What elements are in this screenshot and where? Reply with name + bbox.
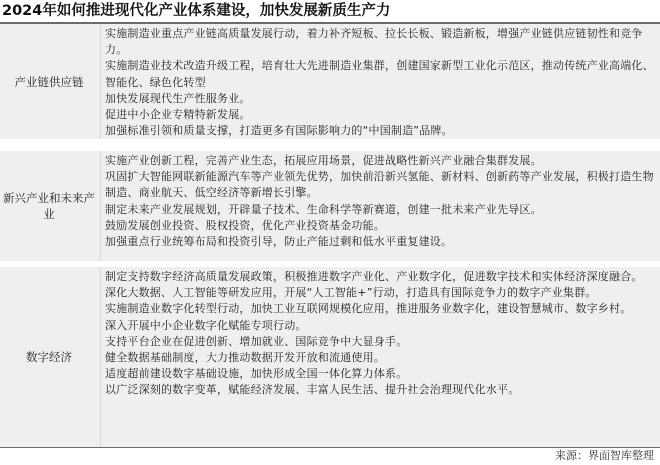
list-item: 适度超前建设数字基础设施，加快形成全国一体化算力体系。 <box>105 367 408 381</box>
section-gap <box>0 139 660 151</box>
section-emerging-industries <box>0 151 660 261</box>
list-item: 支持平台企业在促进创新、增加就业、国际竞争中大显身手。 <box>105 334 408 348</box>
list-item: 加快发展现代生产性服务业。 <box>105 91 251 105</box>
column-divider <box>100 267 101 447</box>
list-item: 以广泛深刻的数字变革，赋能经济发展、丰富人民生活、提升社会治理现代化水平。 <box>105 383 520 397</box>
list-item: 实施制造业重点产业链高质量发展行动，着力补齐短板、拉长长板、锻造新板，增强产业链供应链韧性和竞争力。 <box>105 27 643 57</box>
section-item-list <box>105 153 657 250</box>
list-item: 促进中小企业专精特新发展。 <box>105 108 251 122</box>
section-category-label: 新兴产业和未来产业 <box>3 191 95 221</box>
list-item: 制定未来产业发展规划，开辟量子技术、生命科学等新赛道，创建一批未来产业先导区。 <box>105 202 542 216</box>
list-item: 加强重点行业统筹布局和投资引导，防止产能过剩和低水平重复建设。 <box>105 235 453 249</box>
list-item: 实施制造业数字化转型行动，加快工业互联网规模化应用，推进服务业数字化，建设智慧城市、数字乡村。 <box>105 302 632 316</box>
list-item: 鼓励发展创业投资、股权投资，优化产业投资基金功能。 <box>105 218 385 232</box>
list-item: 实施产业创新工程，完善产业生态，拓展应用场景，促进战略性新兴产业融合集群发展。 <box>105 154 542 167</box>
list-item: 实施制造业技术改造升级工程，培育壮大先进制造业集群，创建国家新型工业化示范区，推动传统产业高端化、智能化、绿色化转型 <box>105 59 654 89</box>
column-divider <box>100 151 101 261</box>
section-digital-economy <box>0 267 660 447</box>
column-divider <box>100 24 101 139</box>
list-item: 巩固扩大智能网联新能源汽车等产业领先优势，加快前沿新兴氢能、新材料、创新药等产业发展，积极打造生物制造、商业航天、低空经济等新增长引擎。 <box>105 170 654 200</box>
source-note: 来源：界面智库整理 <box>555 449 654 462</box>
section-item-list <box>105 269 657 399</box>
page-title: 2024年如何推进现代化产业体系建设，加快发展新质生产力 <box>2 3 391 19</box>
list-item: 加强标准引领和质量支撑，打造更多有国际影响力的“中国制造”品牌。 <box>105 124 453 138</box>
list-item: 制定支持数字经济高质量发展政策，积极推进数字产业化、产业数字化，促进数字技术和实体经济深度融合。 <box>105 270 643 283</box>
list-item: 深化大数据、人工智能等研发应用，开展“人工智能+”行动，打造具有国际竞争力的数字产业集群。 <box>105 286 597 300</box>
section-category-label: 产业链供应链 <box>14 74 84 89</box>
section-supply-chain <box>0 24 660 139</box>
section-category-label: 数字经济 <box>26 350 72 364</box>
section-item-list <box>105 26 657 139</box>
list-item: 健全数据基础制度，大力推动数据开发开放和流通使用。 <box>105 351 385 365</box>
list-item: 深入开展中小企业数字化赋能专项行动。 <box>105 318 307 332</box>
